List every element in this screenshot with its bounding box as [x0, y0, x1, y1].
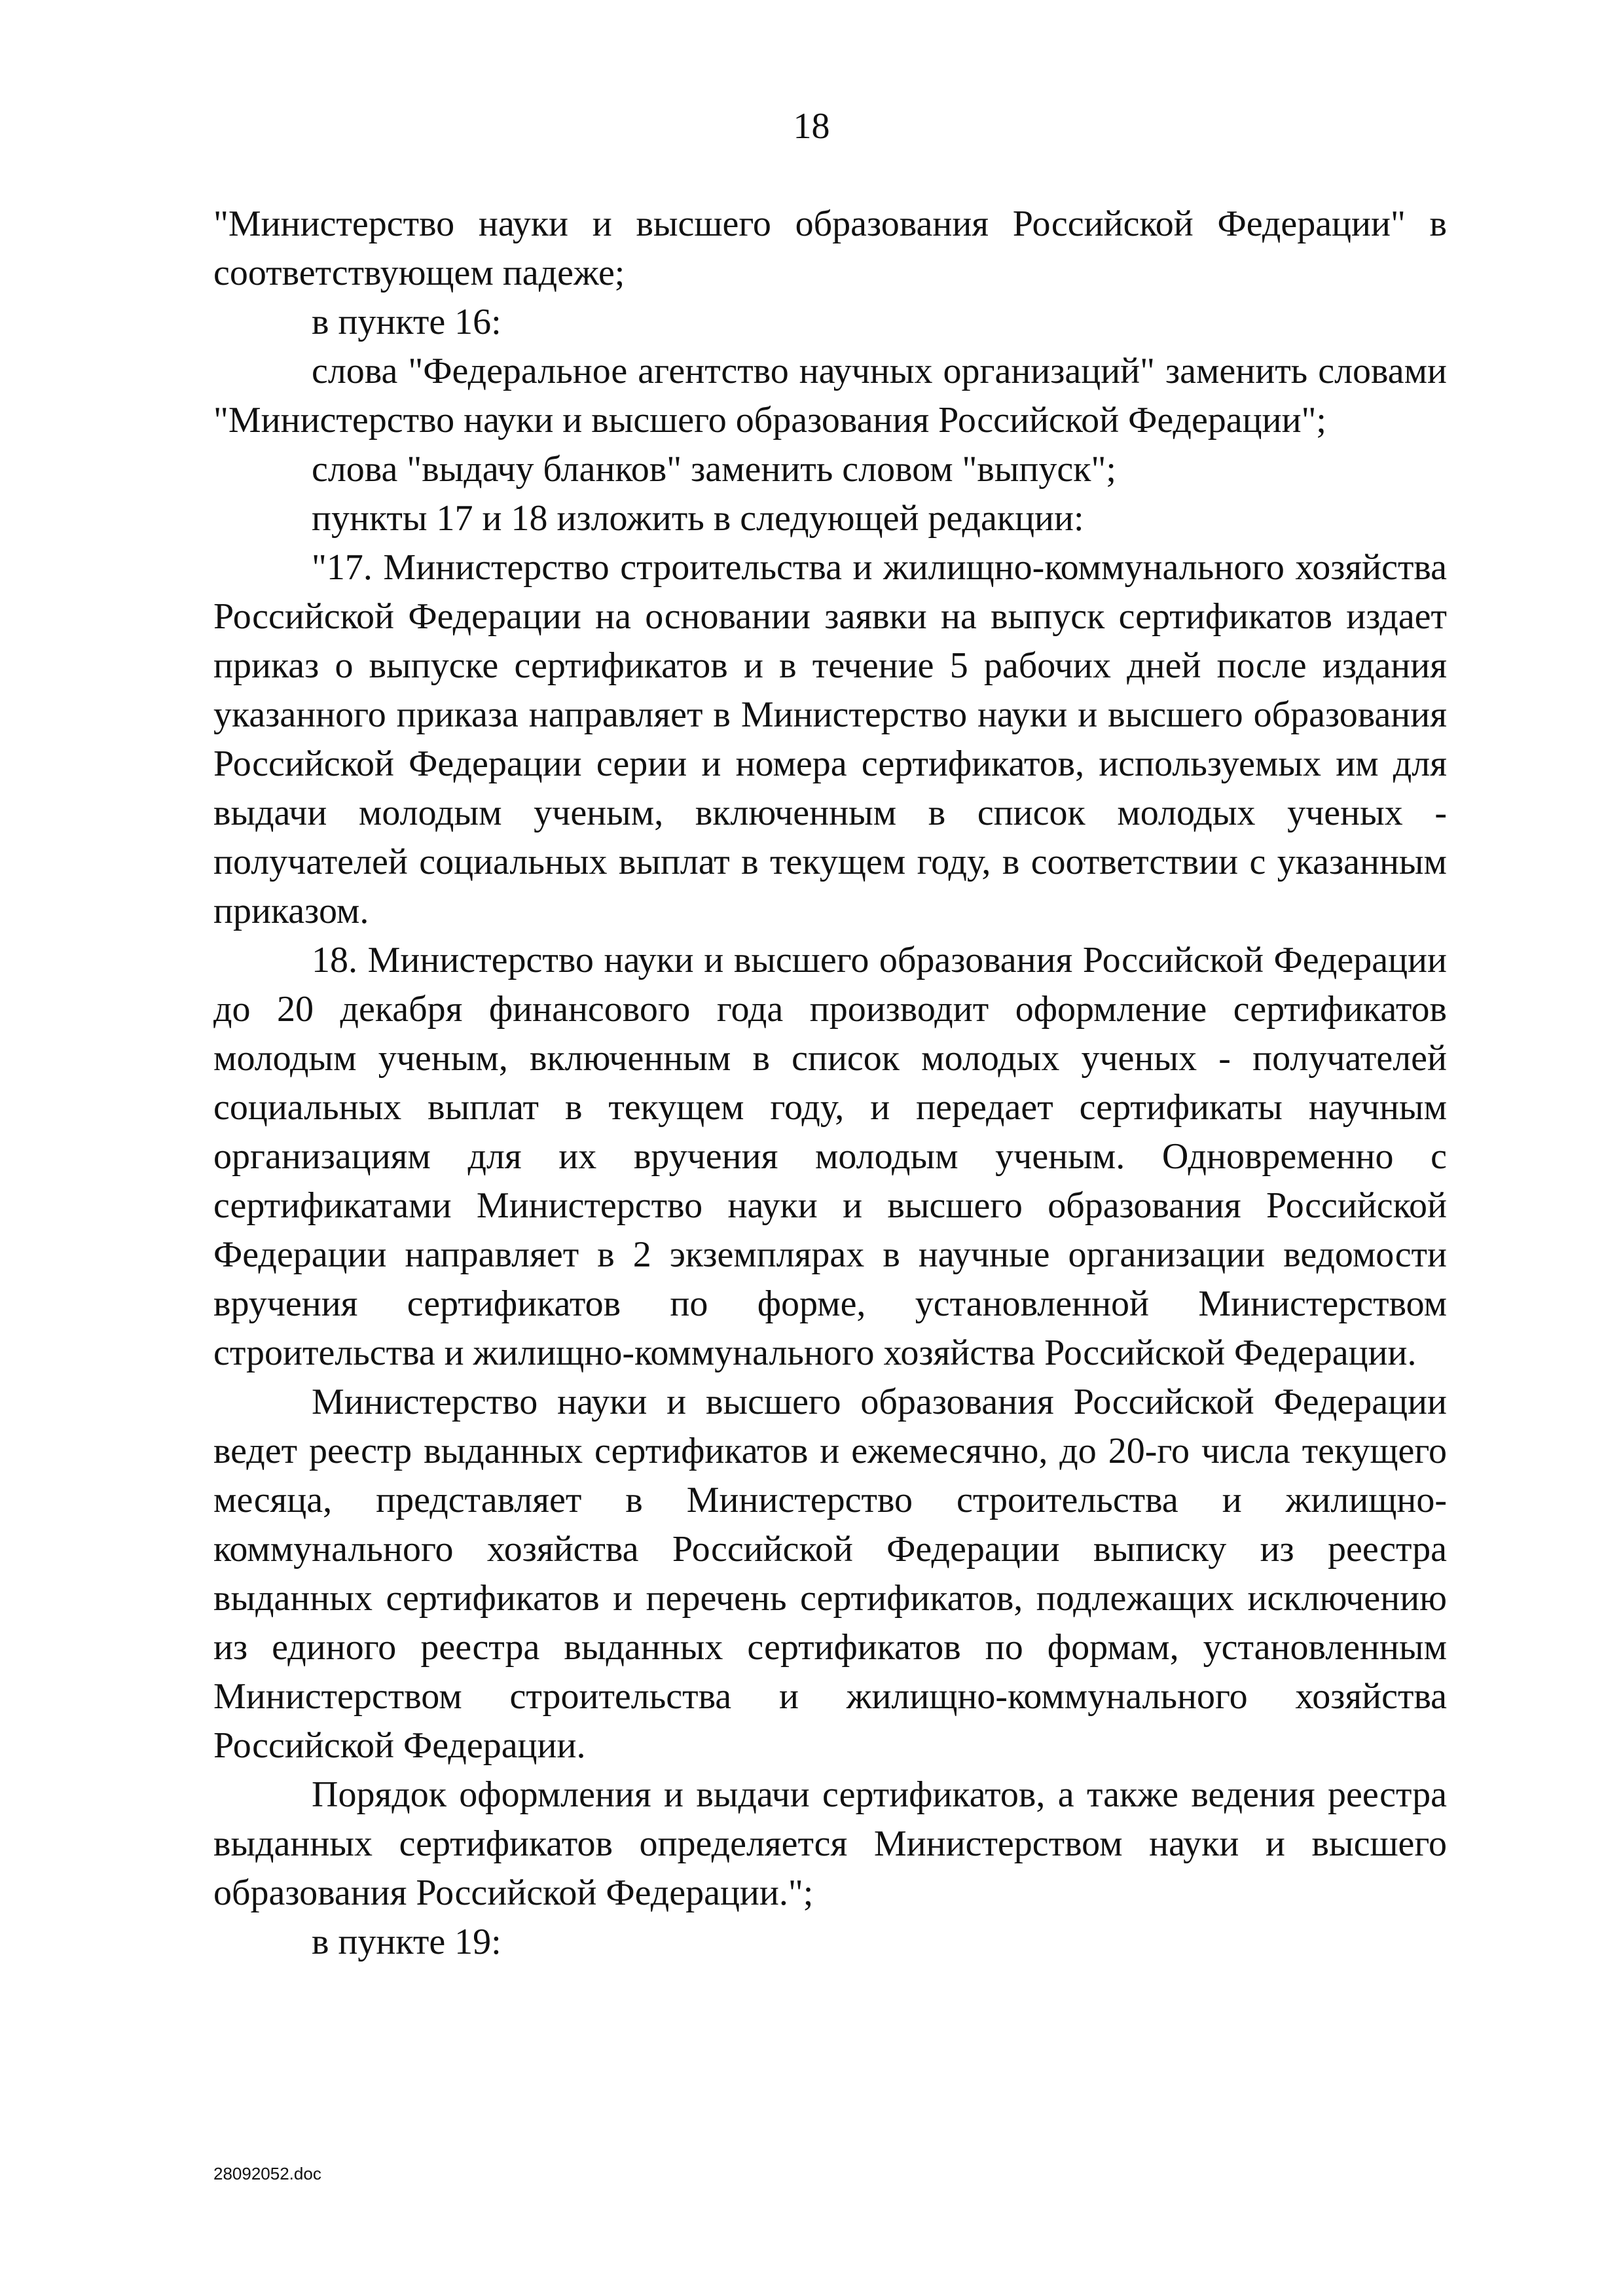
- paragraph-procedure: Порядок оформления и выдачи сертификатов, а также ведения реестра выданных сертификатов определяется Министерством науки и высшего образования Российской Федерации.";: [213, 1774, 1447, 1913]
- document-body: [213, 200, 1447, 1967]
- paragraph-item-18: 18. Министерство науки и высшего образования Российской Федерации до 20 декабря финансового года производит оформление сертификатов молодым ученым, включенным в список молодых ученых - получателей социальных выплат в текущем году, и передает сертификаты научным организациям для их вручения молодым ученым. Одновременно с сертификатами Министерство науки и высшего образования Российской Федерации направляет в 2 экземплярах в научные организации ведомости вручения сертификатов по форме, установленной Министерством строительства и жилищно-коммунального хозяйства Российской Федерации.: [213, 940, 1447, 1373]
- paragraph-item-16-heading: в пункте 16:: [312, 302, 501, 342]
- paragraph-item-17: "17. Министерство строительства и жилищно-коммунального хозяйства Российской Федерации на основании заявки на выпуск сертификатов издает приказ о выпуске сертификатов и в течение 5 рабочих дней после издания указанного приказа направляет в Министерство науки и высшего образования Российской Федерации серии и номера сертификатов, используемых им для выдачи молодым ученым, включенным в список молодых ученых - получателей социальных выплат в текущем году, в соответствии с указанным приказом.: [213, 547, 1447, 931]
- page-number: 18: [793, 106, 830, 147]
- paragraph-item-19-heading: в пункте 19:: [312, 1922, 501, 1962]
- paragraph-continuation: "Министерство науки и высшего образования Российской Федерации" в соответствующем падеже;: [213, 204, 1447, 293]
- paragraph-items-17-18-intro: пункты 17 и 18 изложить в следующей редакции:: [312, 498, 1084, 539]
- paragraph-blanks-replacement: слова "выдачу бланков" заменить словом "выпуск";: [312, 449, 1116, 490]
- paragraph-registry: Министерство науки и высшего образования Российской Федерации ведет реестр выданных сертификатов и ежемесячно, до 20-го числа текущего месяца, представляет в Министерство строительства и жилищно-коммунального хозяйства Российской Федерации выписку из реестра выданных сертификатов и перечень сертификатов, подлежащих исключению из единого реестра выданных сертификатов по формам, установленным Министерством строительства и жилищно-коммунального хозяйства Российской Федерации.: [213, 1382, 1447, 1766]
- footer-doc-id: 28092052.doc: [213, 2164, 321, 2183]
- paragraph-words-replacement: слова "Федеральное агентство научных организаций" заменить словами "Министерство науки и высшего образования Российской Федерации";: [213, 351, 1447, 440]
